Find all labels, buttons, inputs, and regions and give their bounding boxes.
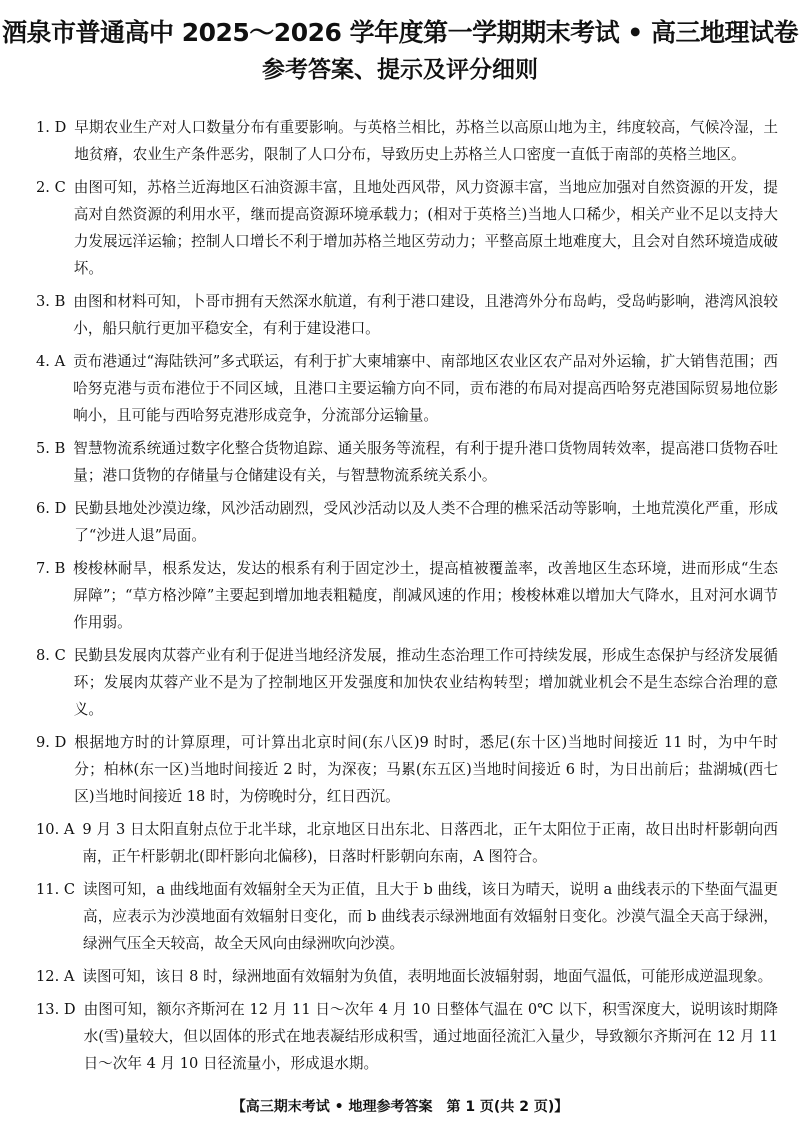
answer-explanation: 早期农业生产对人口数量分布有重要影响。与英格兰相比，苏格兰以高原山地为主，纬度较高，气候冷湿，土地贫瘠，农业生产条件恶劣，限制了人口分布，导致历史上苏格兰人口密度一直低于南部的英格兰地区。: [74, 119, 778, 163]
answer-number: 5. B: [36, 440, 66, 457]
answer-explanation: 民勤县发展肉苁蓉产业有利于促进当地经济发展，推动生态治理工作可持续发展，形成生态保护与经济发展循环；发展肉苁蓉产业不是为了控制地区开发强度和加快农业结构转型；增加就业机会不是生态综合治理的意义。: [73, 647, 778, 718]
answer-item: [36, 288, 778, 342]
answer-number: 10. A: [36, 821, 75, 838]
answer-number: 12. A: [36, 968, 75, 985]
answer-number: 1. D: [36, 119, 67, 136]
answer-item: [36, 348, 778, 429]
answer-number: 4. A: [36, 353, 66, 370]
answer-number: 9. D: [36, 734, 67, 751]
answer-number: 3. B: [36, 293, 66, 310]
answer-item: [36, 642, 778, 723]
answer-number: 2. C: [36, 179, 66, 196]
answer-explanation: 民勤县地处沙漠边缘，风沙活动剧烈，受风沙活动以及人类不合理的樵采活动等影响，土地荒漠化严重，形成了“沙进人退”局面。: [74, 500, 778, 544]
answer-explanation: 智慧物流系统通过数字化整合货物追踪、通关服务等流程，有利于提升港口货物周转效率，提高港口货物吞吐量；港口货物的存储量与仓储建设有关，与智慧物流系统关系小。: [73, 440, 778, 484]
answer-number: 8. C: [36, 647, 66, 664]
answer-explanation: 贡布港通过“海陆铁河”多式联运，有利于扩大柬埔寨中、南部地区农业区农产品对外运输，扩大销售范围；西哈努克港与贡布港位于不同区域，且港口主要运输方向不同，贡布港的布局对提高西哈努克港国际贸易地位影响小，且可能与西哈努克港形成竞争，分流部分运输量。: [73, 353, 778, 424]
answer-item: [36, 816, 778, 870]
answer-explanation: 读图可知，a 曲线地面有效辐射全天为正值，且大于 b 曲线，该日为晴天，说明 a 曲线表示的下垫面气温更高，应表示为沙漠地面有效辐射日变化，而 b 曲线表示绿洲地面有效辐射日变化。沙漠气温全天高于绿洲，绿洲气压全天较高，故全天风向由绿洲吹向沙漠。: [83, 881, 778, 952]
answer-item: [36, 174, 778, 282]
answer-explanation: 根据地方时的计算原理，可计算出北京时间(东八区)9 时时，悉尼(东十区)当地时间接近 11 时，为中午时分；柏林(东一区)当地时间接近 2 时，为深夜；马累(东五区)当地时间接近 6 时，为日出前后；盐湖城(西七区)当地时间接近 18 时，为傍晚时分，红日西沉。: [74, 734, 778, 805]
answer-item: [36, 495, 778, 549]
answer-item: [36, 963, 778, 990]
page-subtitle: 参考答案、提示及评分细则: [262, 57, 538, 83]
answer-list: [36, 114, 778, 1083]
answer-item: [36, 729, 778, 810]
answer-item: [36, 555, 778, 636]
answer-item: [36, 876, 778, 957]
answer-explanation: 由图可知，额尔齐斯河在 12 月 11 日～次年 4 月 10 日整体气温在 0℃ 以下，积雪深度大，说明该时期降水(雪)量较大，但以固体的形式在地表凝结形成积雪，通过地面径流汇入量少，导致额尔齐斯河在 12 月 11 日～次年 4 月 10 日径流量小，形成退水期。: [83, 1001, 778, 1072]
answer-item: [36, 996, 778, 1077]
answer-item: [36, 114, 778, 168]
page-footer: 【高三期末考试 • 地理参考答案 第 1 页(共 2 页)】: [231, 1099, 569, 1115]
answer-number: 11. C: [36, 881, 76, 898]
answer-explanation: 由图和材料可知，卜哥市拥有天然深水航道，有利于港口建设，且港湾外分布岛屿，受岛屿影响，港湾风浪较小，船只航行更加平稳安全，有利于建设港口。: [73, 293, 778, 337]
answer-number: 13. D: [36, 1001, 76, 1018]
answer-item: [36, 435, 778, 489]
answer-number: 6. D: [36, 500, 67, 517]
answer-explanation: 读图可知，该日 8 时，绿洲地面有效辐射为负值，表明地面长波辐射弱，地面气温低，可能形成逆温现象。: [82, 968, 773, 985]
answer-explanation: 由图可知，苏格兰近海地区石油资源丰富，且地处西风带，风力资源丰富，当地应加强对自然资源的开发，提高对自然资源的利用水平，继而提高资源环境承载力；(相对于英格兰)当地人口稀少，相关产业不足以支持大力发展远洋运输；控制人口增长不利于增加苏格兰地区劳动力；平整高原土地难度大，且会对自然环境造成破坏。: [73, 179, 778, 277]
page-title: 酒泉市普通高中 2025～2026 学年度第一学期期末考试 • 高三地理试卷: [2, 18, 798, 47]
answer-explanation: 9 月 3 日太阳直射点位于北半球，北京地区日出东北、日落西北，正午太阳位于正南，故日出时杆影朝向西南，正午杆影朝北(即杆影向北偏移)，日落时杆影朝向东南，A 图符合。: [82, 821, 778, 865]
answer-number: 7. B: [36, 560, 66, 577]
answer-explanation: 梭梭林耐旱，根系发达，发达的根系有利于固定沙土，提高植被覆盖率，改善地区生态环境，进而形成“生态屏障”；“草方格沙障”主要起到增加地表粗糙度，削减风速的作用；梭梭林难以增加大气降水，且对河水调节作用弱。: [73, 560, 778, 631]
